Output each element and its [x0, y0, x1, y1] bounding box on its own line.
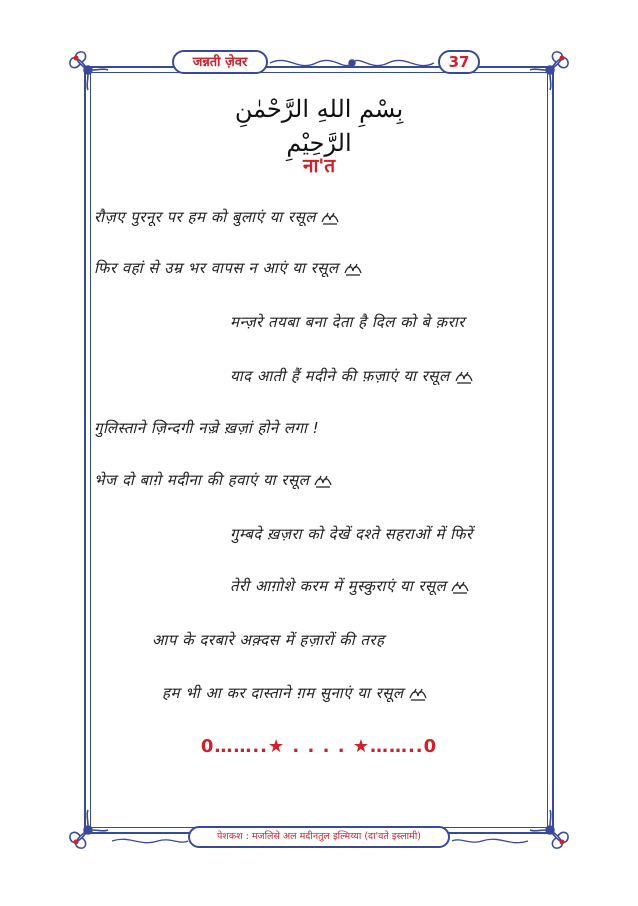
verse-text: मन्ज़रे तयबा बना देता है दिल को बे क़रार — [230, 313, 465, 331]
floral-corner-icon — [66, 48, 110, 92]
verse-text: आप के दरबारे अक़्दस में हज़ारों की तरह — [152, 631, 385, 649]
verse-text: तेरी आग़ोशे करम में मुस्कुराएं या रसूल — [230, 577, 447, 595]
verse-text: भेज दो बाग़े मदीना की हवाएं या रसूल — [94, 471, 310, 489]
book-title-badge: जन्नती ज़ेवर — [172, 50, 268, 74]
section-divider: 0……..★ . . . . ★……..0 — [200, 736, 438, 757]
verse-text: हम भी आ कर दास्ताने ग़म सुनाएं या रसूल — [162, 684, 404, 702]
salutation-icon — [313, 473, 333, 489]
floral-corner-icon — [528, 808, 572, 852]
verse-line — [162, 683, 428, 703]
page-frame-inner — [90, 72, 548, 828]
page-number-badge: 37 — [438, 50, 480, 74]
salutation-icon — [454, 369, 474, 385]
scroll-ornament-icon — [450, 832, 530, 844]
verse-line — [94, 470, 333, 490]
salutation-icon — [320, 210, 340, 226]
verse-line — [230, 524, 473, 544]
scroll-ornament-icon — [110, 832, 190, 844]
bismillah-calligraphy: بِسْمِ اللهِ الرَّحْمٰنِ الرَّحِيْمِ — [234, 95, 404, 157]
verse-line — [230, 312, 465, 332]
verse-line — [94, 207, 340, 227]
verse-line — [94, 418, 319, 438]
verse-text: रौज़ए पुरनूर पर हम को बुलाएं या रसूल — [94, 208, 316, 226]
verse-line — [230, 576, 470, 596]
verse-text: याद आती हैं मदीने की फ़ज़ाएं या रसूल — [230, 367, 450, 385]
floral-corner-icon — [528, 48, 572, 92]
verse-text: गुलिस्ताने ज़िन्दगी नज़्रे ख़ज़ां होने लगा ! — [94, 419, 320, 437]
salutation-icon — [343, 261, 363, 277]
salutation-icon — [450, 579, 470, 595]
verse-text: फिर वहां से उम्र भर वापस न आएं या रसूल — [94, 259, 339, 277]
floral-corner-icon — [66, 808, 110, 852]
verse-line — [230, 366, 474, 386]
verse-line — [152, 630, 385, 650]
salutation-icon — [408, 686, 428, 702]
naat-heading: ना'त — [302, 155, 336, 177]
verse-text: गुम्बदे ख़ज़रा को देखें दश्ते सहराओं में फिरें — [230, 525, 473, 543]
scroll-ornament-icon — [268, 54, 436, 72]
footer-presenter-badge: पेशकश : मजलिसे अल मदीनतुल इल्मिय्या (दा'वते इस्लामी) — [188, 826, 450, 848]
verse-line — [94, 258, 363, 278]
